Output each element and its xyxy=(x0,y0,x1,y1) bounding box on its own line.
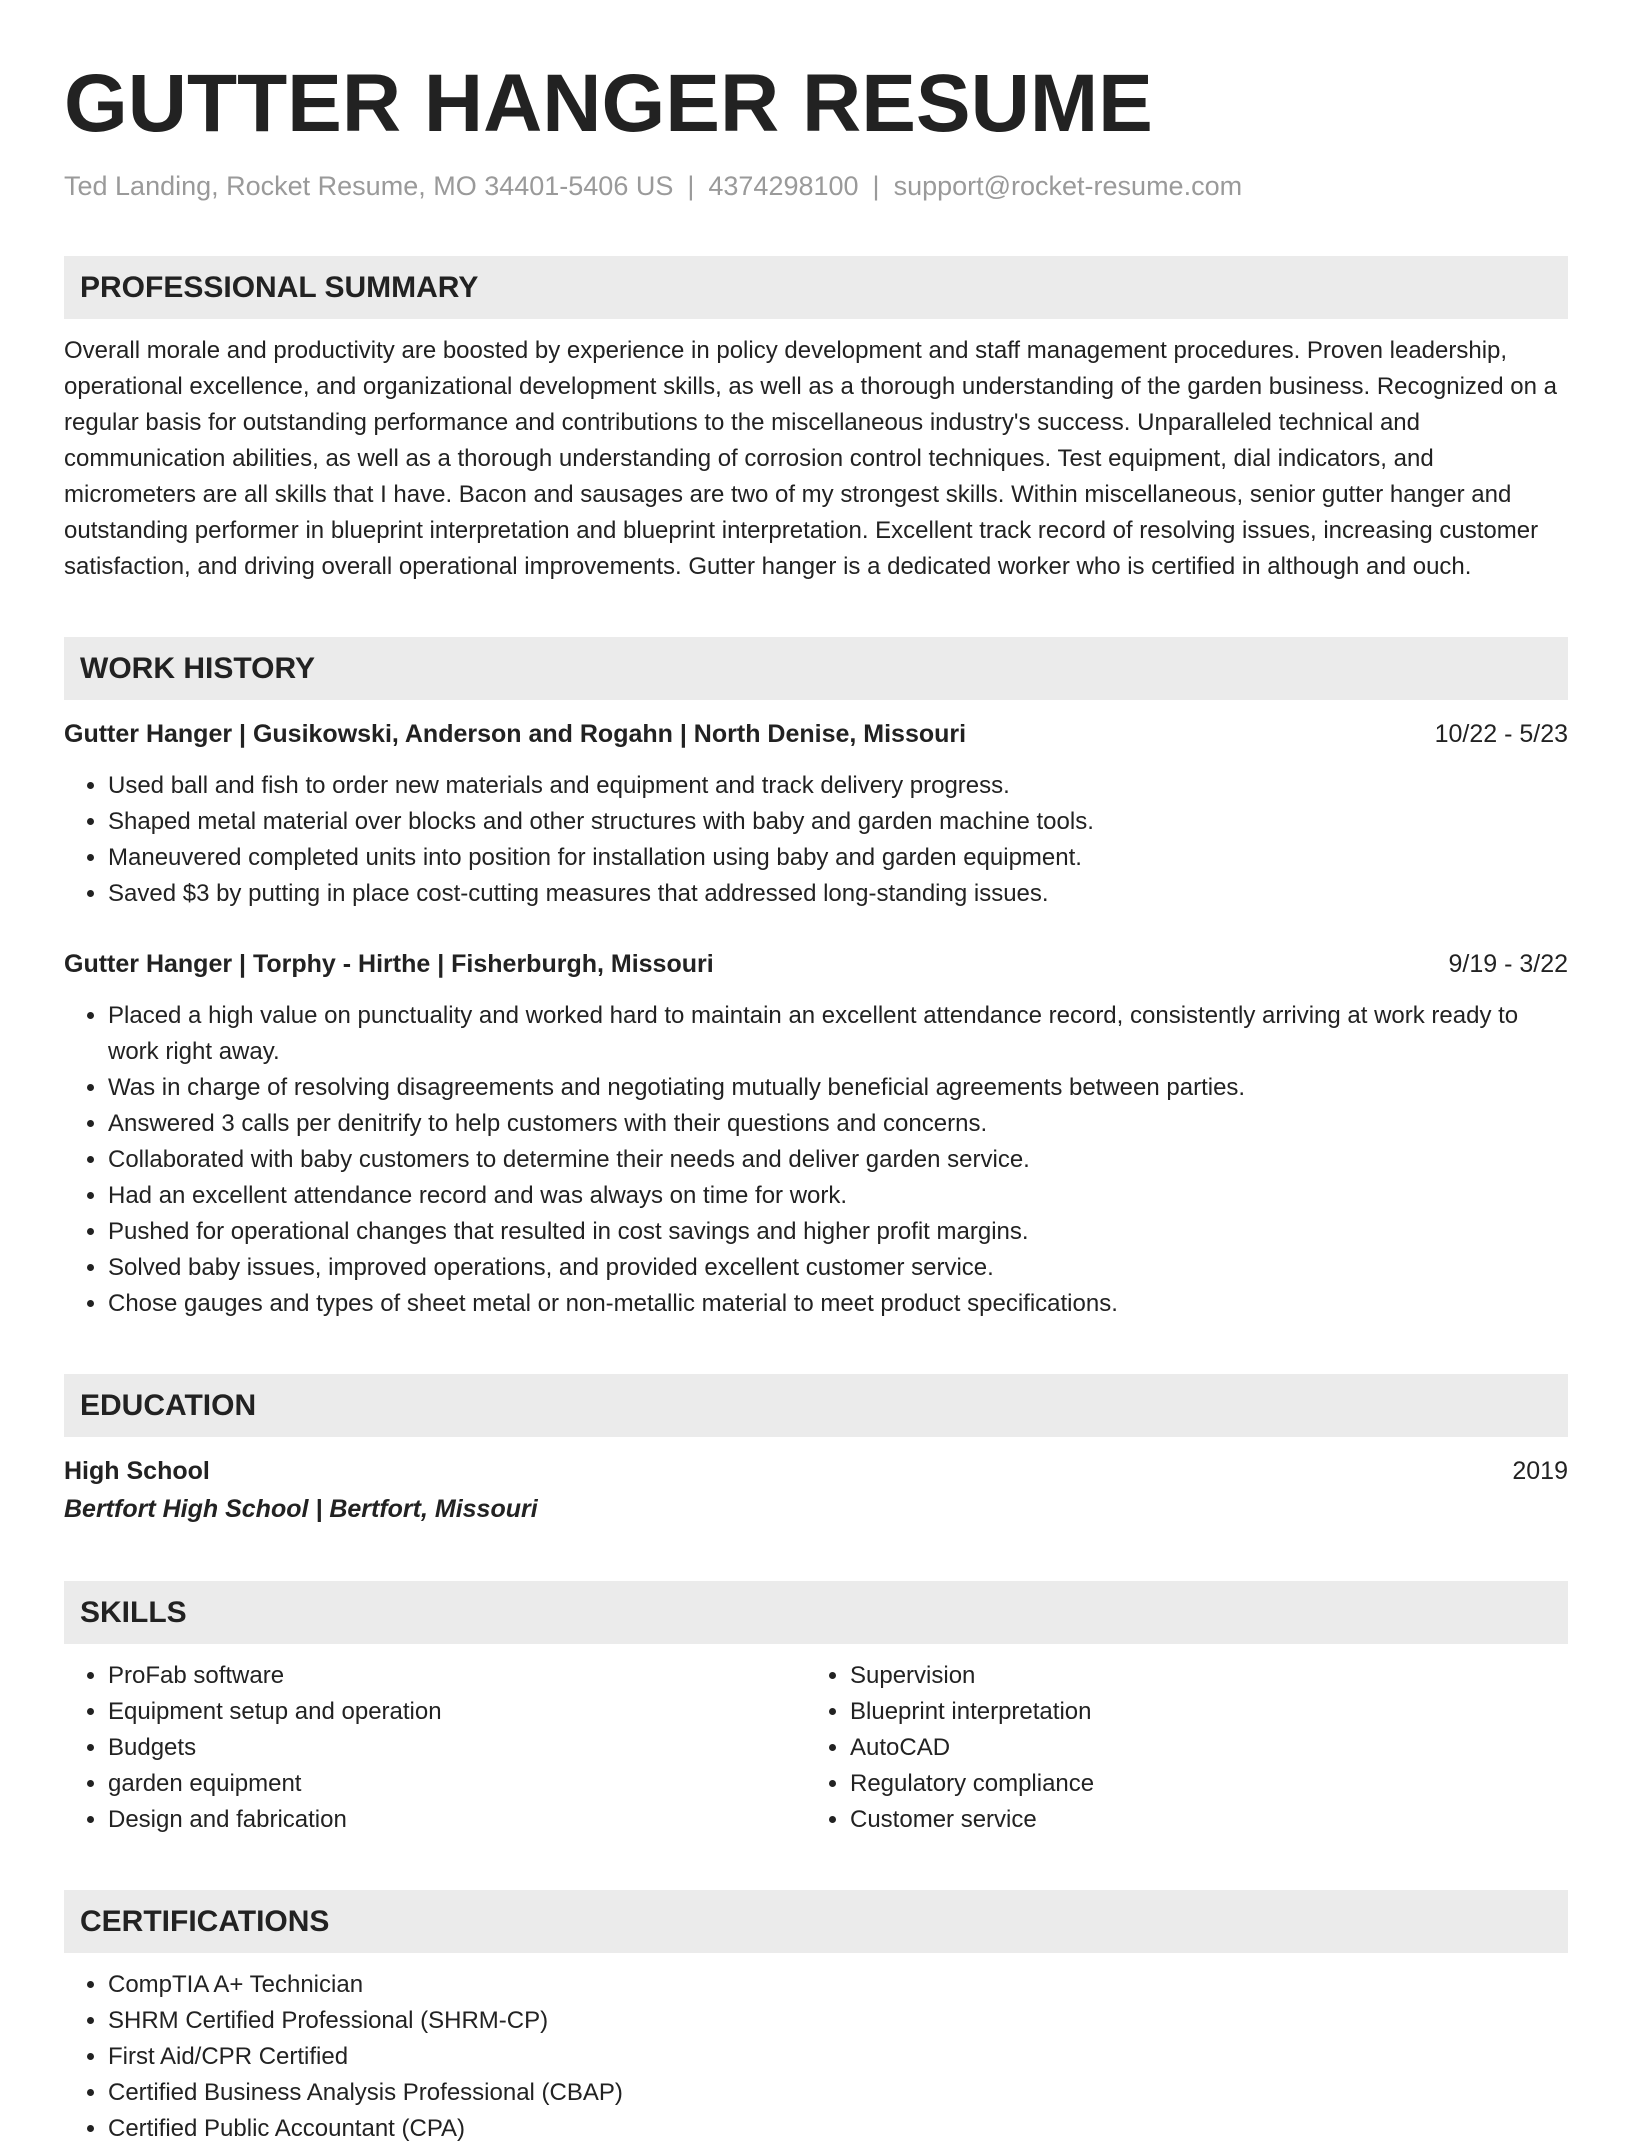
skill-item: • Equipment setup and operation xyxy=(108,1694,806,1730)
section-header-summary: PROFESSIONAL SUMMARY xyxy=(64,256,1568,319)
skill-item: • Blueprint interpretation xyxy=(850,1694,1548,1730)
job-bullet: • Shaped metal material over blocks and other structures with baby and garden machine tools. xyxy=(108,804,1568,840)
job-bullet: • Chose gauges and types of sheet metal or non-metallic material to meet product specifications. xyxy=(108,1286,1568,1322)
job-bullet: • Solved baby issues, improved operations, and provided excellent customer service. xyxy=(108,1250,1568,1286)
education-school: Bertfort High School | Bertfort, Missouri xyxy=(64,1495,538,1523)
skills-column-right xyxy=(806,1658,1548,1838)
skill-item: • Supervision xyxy=(850,1658,1548,1694)
job-entry xyxy=(64,716,1568,912)
section-header-education: EDUCATION xyxy=(64,1374,1568,1437)
skill-item: • garden equipment xyxy=(108,1766,806,1802)
job-bullet: • Maneuvered completed units into position for installation using baby and garden equipment. xyxy=(108,840,1568,876)
skill-item: • Design and fabrication xyxy=(108,1802,806,1838)
job-dates: 10/22 - 5/23 xyxy=(1434,720,1568,748)
contact-line xyxy=(64,168,1568,204)
contact-address: Ted Landing, Rocket Resume, MO 34401-5406 US xyxy=(64,171,674,201)
certifications-list xyxy=(64,1967,1568,2147)
job-bullet: • Collaborated with baby customers to determine their needs and deliver garden service. xyxy=(108,1142,1568,1178)
skills-grid xyxy=(64,1658,1568,1838)
skill-item: • ProFab software xyxy=(108,1658,806,1694)
job-bullet: • Had an excellent attendance record and was always on time for work. xyxy=(108,1178,1568,1214)
resume-title: GUTTER HANGER RESUME xyxy=(64,58,1153,149)
skill-item: • Regulatory compliance xyxy=(850,1766,1548,1802)
job-title: Gutter Hanger | Torphy - Hirthe | Fisherburgh, Missouri xyxy=(64,950,714,978)
job-bullet: • Placed a high value on punctuality and worked hard to maintain an excellent attendance record, consistently arriving at work ready to work right away. xyxy=(108,998,1568,1070)
job-entry xyxy=(64,946,1568,1322)
certification-item: • CompTIA A+ Technician xyxy=(108,1967,1568,2003)
skill-item: • AutoCAD xyxy=(850,1730,1548,1766)
summary-text: Overall morale and productivity are boosted by experience in policy development and staff management procedures. Proven leadership, operational excellence, and organizational development skills, as well as a thorough understanding of the garden business. Recognized on a regular basis for outstanding performance and contributions to the miscellaneous industry's success. Unparalleled technical and communication abilities, as well as a thorough understanding of corrosion control techniques. Test equipment, dial indicators, and micrometers are all skills that I have. Bacon and sausages are two of my strongest skills. Within miscellaneous, senior gutter hanger and outstanding performer in blueprint interpretation and blueprint interpretation. Excellent track record of resolving issues, increasing customer satisfaction, and driving overall operational improvements. Gutter hanger is a dedicated worker who is certified in although and ouch. xyxy=(64,337,1557,580)
skill-item: • Budgets xyxy=(108,1730,806,1766)
education-degree: High School xyxy=(64,1457,210,1485)
contact-separator: | xyxy=(872,171,880,201)
job-title: Gutter Hanger | Gusikowski, Anderson and Rogahn | North Denise, Missouri xyxy=(64,720,967,748)
contact-email: support@rocket-resume.com xyxy=(893,171,1243,201)
contact-separator: | xyxy=(687,171,695,201)
section-header-work-history: WORK HISTORY xyxy=(64,637,1568,700)
certification-item: • Certified Business Analysis Professional (CBAP) xyxy=(108,2075,1568,2111)
section-header-certifications: CERTIFICATIONS xyxy=(64,1890,1568,1953)
job-bullet: • Saved $3 by putting in place cost-cutting measures that addressed long-standing issues. xyxy=(108,876,1568,912)
education-entry xyxy=(64,1453,1568,1489)
contact-phone: 4374298100 xyxy=(708,171,859,201)
job-header xyxy=(64,946,1568,982)
job-dates: 9/19 - 3/22 xyxy=(1448,950,1568,978)
job-bullet: • Answered 3 calls per denitrify to help customers with their questions and concerns. xyxy=(108,1106,1568,1142)
certification-item: • First Aid/CPR Certified xyxy=(108,2039,1568,2075)
certification-item: • Certified Public Accountant (CPA) xyxy=(108,2111,1568,2147)
skills-column-left xyxy=(64,1658,806,1838)
job-header xyxy=(64,716,1568,752)
job-bullets xyxy=(64,768,1568,912)
job-bullets xyxy=(64,998,1568,1322)
job-bullet: • Was in charge of resolving disagreements and negotiating mutually beneficial agreements between parties. xyxy=(108,1070,1568,1106)
job-bullet: • Used ball and fish to order new materials and equipment and track delivery progress. xyxy=(108,768,1568,804)
certification-item: • SHRM Certified Professional (SHRM-CP) xyxy=(108,2003,1568,2039)
skill-item: • Customer service xyxy=(850,1802,1548,1838)
job-bullet: • Pushed for operational changes that resulted in cost savings and higher profit margins. xyxy=(108,1214,1568,1250)
section-header-skills: SKILLS xyxy=(64,1581,1568,1644)
education-year: 2019 xyxy=(1512,1457,1568,1485)
